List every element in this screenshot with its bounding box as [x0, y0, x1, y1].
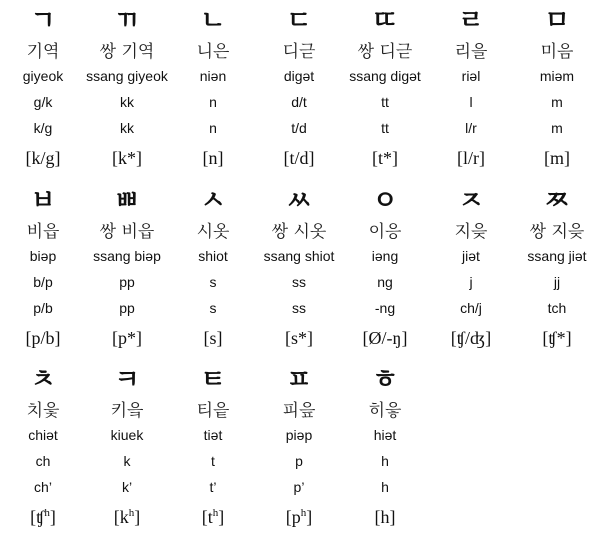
transliteration-initial: ss — [292, 274, 306, 290]
jamo-letter: ㅋ — [114, 365, 140, 395]
jamo-letter: ㄴ — [200, 6, 226, 36]
ipa-aspiration: h — [300, 507, 307, 519]
transliteration-initial: b/p — [33, 274, 53, 290]
transliteration-final: -ng — [374, 300, 396, 316]
transliteration-final: k’ — [121, 479, 133, 495]
ipa-pronunciation: [k/g] — [25, 148, 61, 168]
jamo-letter: ㅇ — [372, 186, 398, 216]
transliteration-initial: d/t — [291, 94, 307, 110]
ipa-base: [ʧ — [30, 507, 45, 527]
romanized-name: ssang jiət — [527, 248, 587, 264]
korean-name: 쌍 비읍 — [99, 222, 155, 242]
transliteration-final: pp — [119, 300, 135, 316]
ipa-pronunciation: [p/b] — [25, 328, 61, 348]
ipa-end: ] — [49, 507, 56, 527]
transliteration-initial: s — [209, 274, 217, 290]
ipa-pronunciation: [s*] — [285, 328, 313, 348]
transliteration-final: tch — [547, 300, 567, 316]
jamo-letter: ㄹ — [458, 6, 484, 36]
korean-name: 치읓 — [26, 401, 60, 421]
transliteration-initial: h — [381, 453, 389, 469]
romanized-name: miəm — [539, 68, 575, 84]
romanized-name: jiət — [462, 248, 480, 264]
transliteration-initial: m — [551, 94, 563, 110]
ipa-pronunciation: [ʧ*] — [542, 328, 572, 348]
ipa-pronunciation: [t*] — [372, 148, 398, 168]
jamo-letter: ㅆ — [286, 186, 312, 216]
romanized-name: riəl — [461, 68, 481, 84]
korean-name: 지읒 — [454, 222, 488, 242]
transliteration-final: ch/j — [460, 300, 482, 316]
korean-name: 히읗 — [368, 401, 402, 421]
transliteration-final: t’ — [209, 479, 217, 495]
ipa-aspiration: h — [212, 507, 219, 519]
jamo-letter: ㅈ — [458, 186, 484, 216]
ipa-pronunciation: [n] — [202, 148, 224, 168]
romanized-name: digət — [283, 68, 315, 84]
ipa-pronunciation: [t/d] — [283, 148, 315, 168]
korean-name: 미음 — [540, 42, 574, 62]
ipa-end: ] — [306, 507, 313, 527]
transliteration-initial: p — [295, 453, 303, 469]
transliteration-initial: t — [211, 453, 215, 469]
ipa-pronunciation — [0, 507, 86, 527]
transliteration-initial: n — [209, 94, 217, 110]
jamo-letter: ㅉ — [544, 186, 570, 216]
ipa-pronunciation — [84, 507, 170, 527]
korean-name: 쌍 기역 — [99, 42, 155, 62]
transliteration-initial: kk — [120, 94, 134, 110]
ipa-aspiration: h — [44, 507, 50, 519]
romanized-name: shiot — [198, 248, 228, 264]
romanized-name: ssang biəp — [93, 248, 161, 264]
ipa-pronunciation: [Ø/-ŋ] — [362, 328, 408, 348]
ipa-end: ] — [134, 507, 141, 527]
ipa-pronunciation: [m] — [544, 148, 570, 168]
transliteration-initial: jj — [553, 274, 561, 290]
jamo-letter: ㅊ — [30, 365, 56, 395]
korean-name: 이응 — [368, 222, 402, 242]
transliteration-final: l/r — [465, 120, 477, 136]
ipa-pronunciation — [170, 507, 256, 527]
jamo-letter: ㄷ — [286, 6, 312, 36]
romanized-name: hiət — [373, 427, 397, 443]
romanized-name: giyeok — [22, 68, 64, 84]
korean-name: 티읕 — [196, 401, 230, 421]
ipa-base: [p — [285, 507, 301, 527]
transliteration-initial: j — [469, 274, 473, 290]
ipa-pronunciation: [h] — [374, 507, 396, 527]
ipa-pronunciation: [k*] — [112, 148, 142, 168]
transliteration-final: s — [209, 300, 217, 316]
transliteration-final: n — [209, 120, 217, 136]
ipa-pronunciation: [l/r] — [457, 148, 485, 168]
transliteration-final: p’ — [293, 479, 305, 495]
korean-name: 쌍 디귿 — [357, 42, 413, 62]
transliteration-final: tt — [381, 120, 389, 136]
ipa-end: ] — [218, 507, 225, 527]
romanized-name: ssang digət — [349, 68, 421, 84]
jamo-letter: ㅅ — [200, 186, 226, 216]
ipa-pronunciation: [s] — [203, 328, 223, 348]
transliteration-initial: ch — [35, 453, 51, 469]
korean-name: 기역 — [26, 42, 60, 62]
transliteration-initial: pp — [119, 274, 135, 290]
romanized-name: iəng — [371, 248, 399, 264]
jamo-letter: ㄲ — [114, 6, 140, 36]
transliteration-initial: ng — [377, 274, 393, 290]
jamo-letter: ㄱ — [30, 6, 56, 36]
ipa-pronunciation: [ʧ/ʤ] — [450, 328, 492, 348]
ipa-pronunciation: [p*] — [112, 328, 142, 348]
romanized-name: ssang shiot — [263, 248, 335, 264]
jamo-letter: ㅁ — [544, 6, 570, 36]
korean-name: 시옷 — [196, 222, 230, 242]
korean-name: 니은 — [196, 42, 230, 62]
ipa-base: [k — [113, 507, 129, 527]
korean-name: 리을 — [454, 42, 488, 62]
transliteration-final: m — [551, 120, 563, 136]
transliteration-final: k/g — [33, 120, 53, 136]
transliteration-initial: l — [469, 94, 473, 110]
romanized-name: niən — [199, 68, 227, 84]
romanized-name: ssang giyeok — [86, 68, 168, 84]
transliteration-final: t/d — [291, 120, 307, 136]
ipa-base: [t — [201, 507, 213, 527]
transliteration-final: kk — [120, 120, 134, 136]
korean-name: 디귿 — [282, 42, 316, 62]
korean-name: 피읖 — [282, 401, 316, 421]
korean-name: 쌍 지읒 — [529, 222, 585, 242]
transliteration-initial: k — [123, 453, 131, 469]
jamo-letter: ㄸ — [372, 6, 398, 36]
transliteration-final: ch’ — [34, 479, 52, 495]
jamo-letter: ㅃ — [114, 186, 140, 216]
transliteration-initial: tt — [381, 94, 389, 110]
ipa-aspiration: h — [128, 507, 135, 519]
transliteration-final: ss — [292, 300, 306, 316]
korean-name: 키읔 — [110, 401, 144, 421]
romanized-name: kiuek — [110, 427, 144, 443]
romanized-name: tiət — [203, 427, 223, 443]
jamo-letter: ㅍ — [286, 365, 312, 395]
transliteration-final: h — [381, 479, 389, 495]
romanized-name: piəp — [285, 427, 313, 443]
ipa-pronunciation — [256, 507, 342, 527]
transliteration-final: p/b — [33, 300, 53, 316]
jamo-letter: ㅌ — [200, 365, 226, 395]
romanized-name: chiət — [28, 427, 58, 443]
transliteration-initial: g/k — [33, 94, 53, 110]
jamo-letter: ㅂ — [30, 186, 56, 216]
romanized-name: biəp — [29, 248, 57, 264]
korean-name: 비읍 — [26, 222, 60, 242]
jamo-letter: ㅎ — [372, 365, 398, 395]
korean-name: 쌍 시옷 — [271, 222, 327, 242]
